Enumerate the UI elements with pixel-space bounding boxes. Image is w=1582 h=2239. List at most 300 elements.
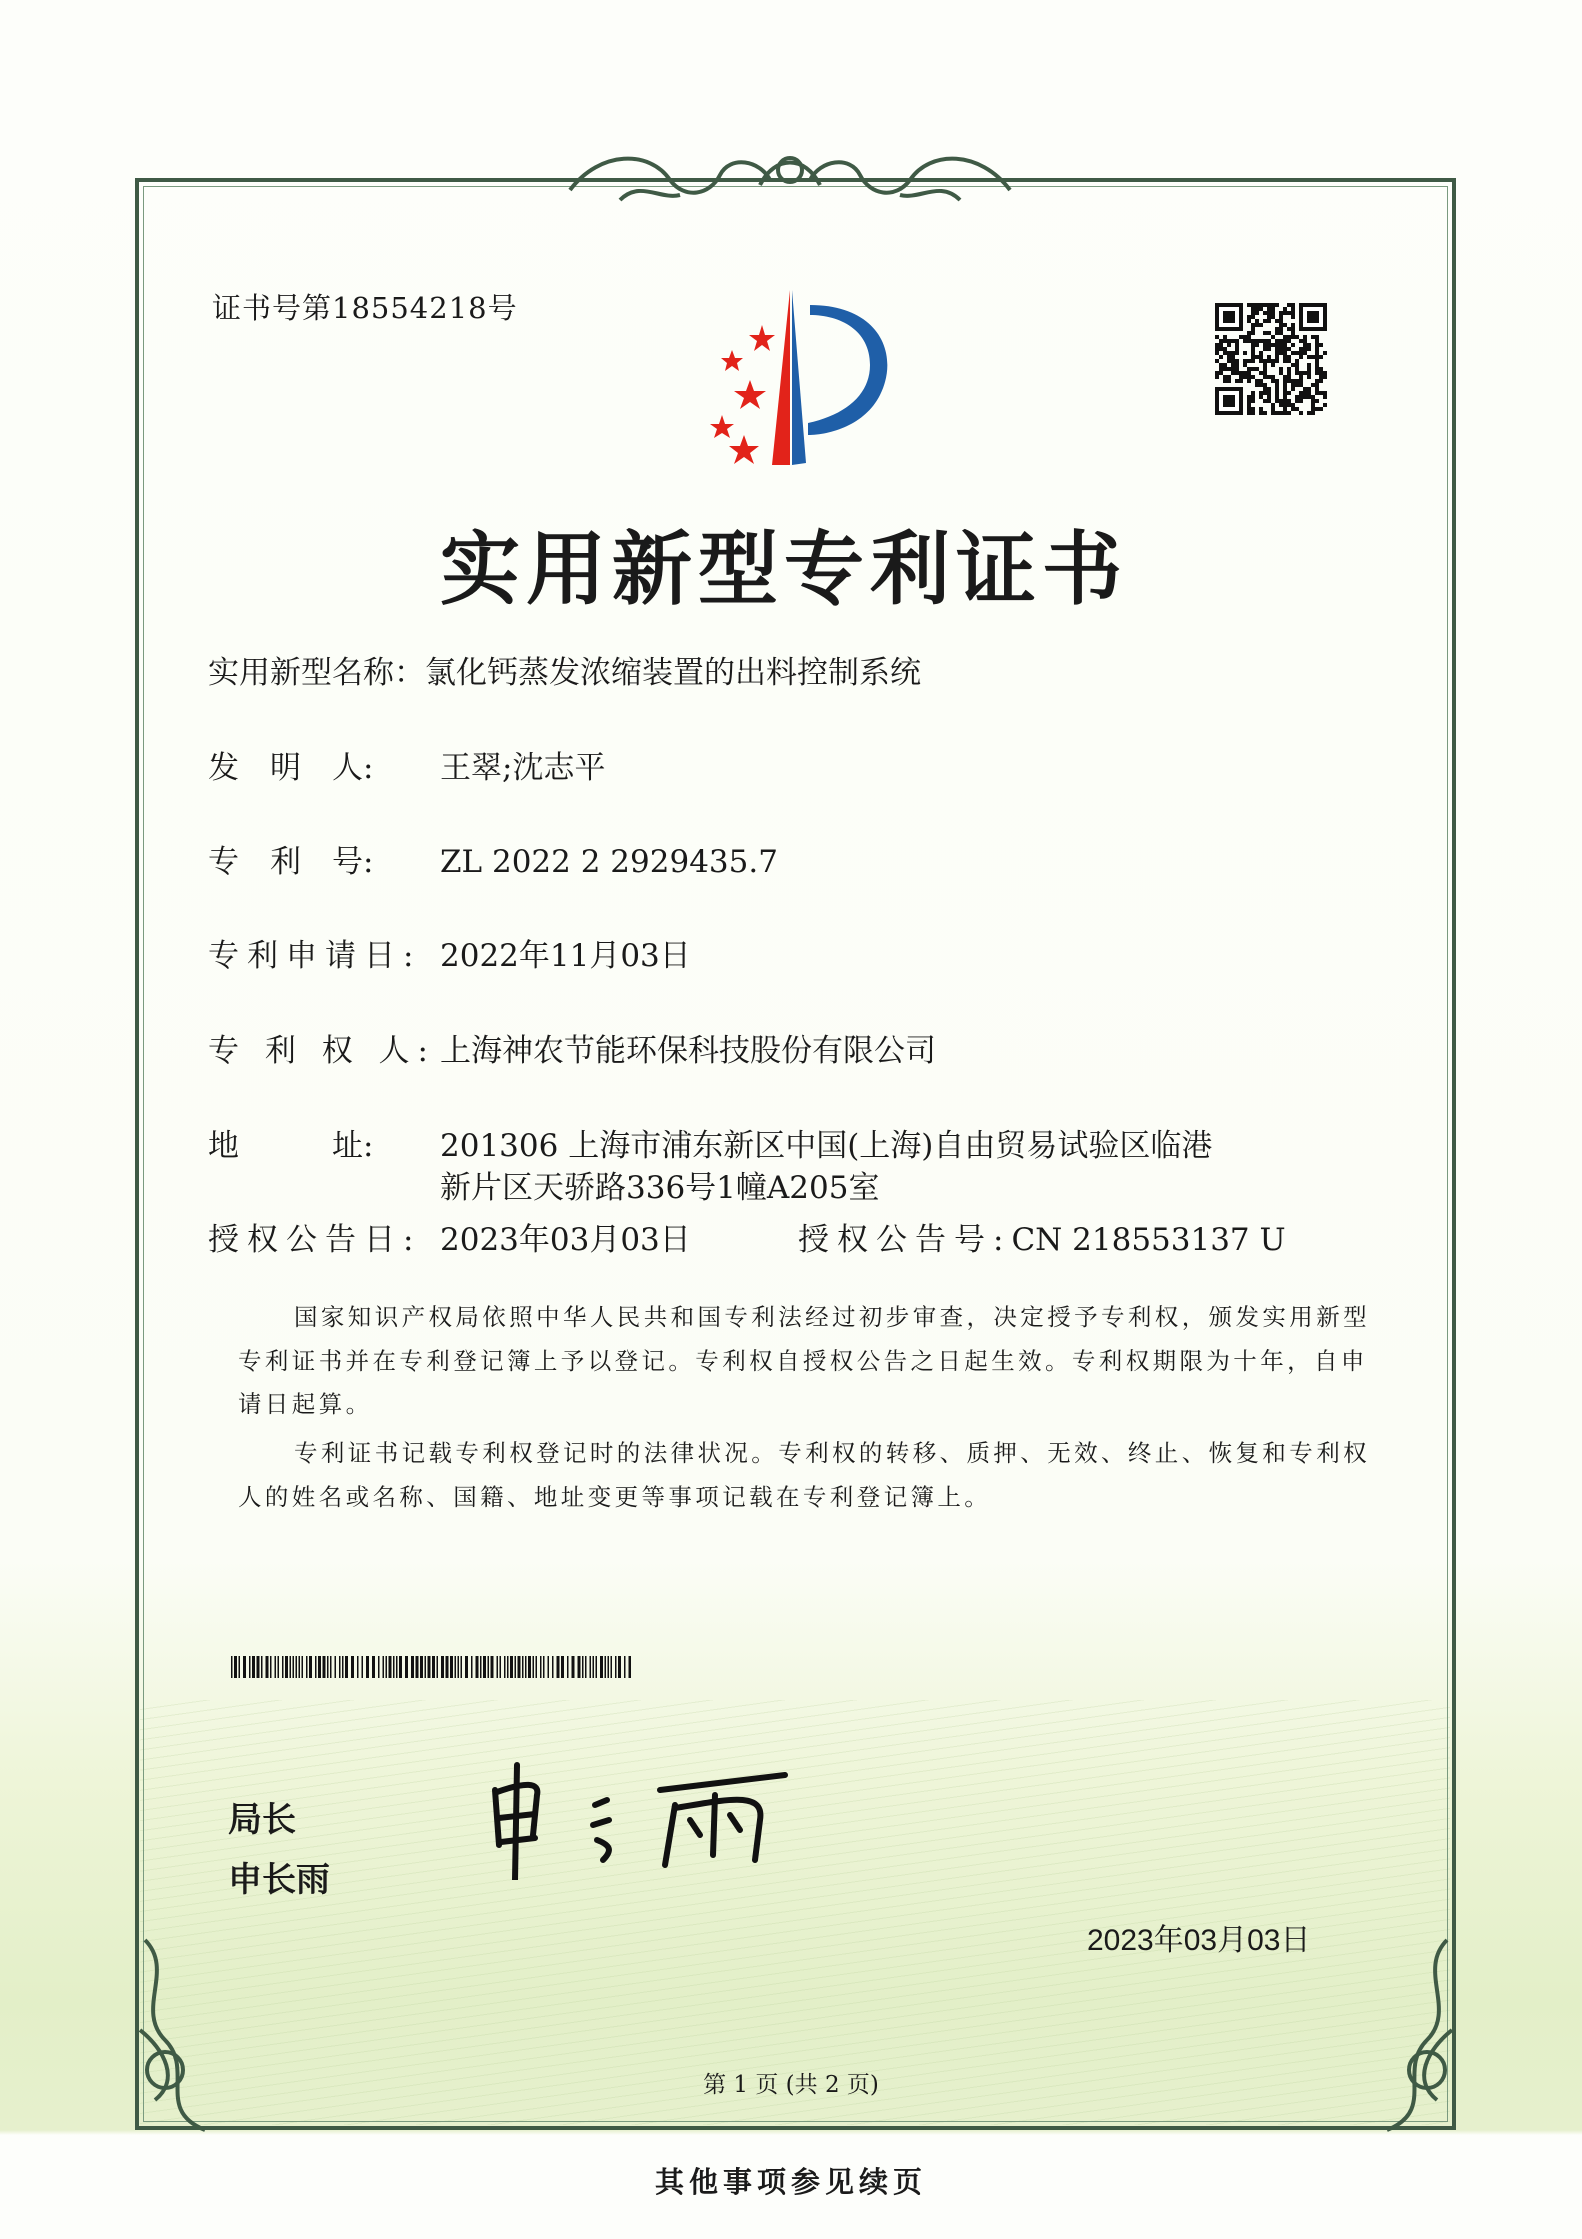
- barcode-bar: [455, 1656, 457, 1678]
- qr-module: [1243, 339, 1247, 343]
- qr-module: [1323, 371, 1327, 375]
- barcode-bar: [309, 1656, 312, 1678]
- qr-module: [1263, 371, 1267, 375]
- qr-module: [1315, 383, 1319, 387]
- qr-module: [1299, 383, 1303, 387]
- qr-module: [1287, 355, 1291, 359]
- field-label: 实用新型名称：: [208, 655, 425, 691]
- qr-module: [1271, 315, 1275, 319]
- qr-module: [1247, 367, 1251, 371]
- qr-module: [1307, 411, 1311, 415]
- barcode-bar: [543, 1656, 545, 1678]
- qr-module: [1291, 303, 1295, 307]
- barcode-bar: [383, 1656, 385, 1678]
- qr-module: [1223, 335, 1227, 339]
- qr-module: [1243, 363, 1247, 367]
- barcode-bar: [491, 1656, 494, 1678]
- qr-module: [1251, 351, 1255, 355]
- barcode-bar: [500, 1656, 502, 1678]
- qr-module: [1291, 331, 1295, 335]
- barcode-bar: [480, 1656, 482, 1678]
- qr-module: [1315, 343, 1319, 347]
- barcode-bar: [428, 1656, 431, 1678]
- field-grant-date: [208, 1214, 691, 1259]
- qr-module: [1279, 343, 1283, 347]
- qr-finder: [1223, 311, 1235, 323]
- qr-module: [1215, 351, 1219, 355]
- qr-module: [1223, 375, 1227, 379]
- qr-module: [1267, 391, 1271, 395]
- qr-module: [1315, 379, 1319, 383]
- qr-module: [1303, 395, 1307, 399]
- qr-module: [1263, 411, 1267, 415]
- qr-module: [1279, 339, 1283, 343]
- qr-module: [1299, 391, 1303, 395]
- qr-module: [1267, 399, 1271, 403]
- qr-module: [1275, 347, 1279, 351]
- barcode-bar: [234, 1656, 237, 1678]
- qr-module: [1319, 375, 1323, 379]
- qr-module: [1251, 339, 1255, 343]
- qr-module: [1287, 311, 1291, 315]
- field-value: 2023年03月03日: [440, 1222, 691, 1258]
- qr-module: [1319, 371, 1323, 375]
- barcode: [231, 1656, 631, 1678]
- qr-module: [1291, 315, 1295, 319]
- barcode-bar: [504, 1656, 506, 1678]
- qr-module: [1315, 347, 1319, 351]
- qr-module: [1307, 343, 1311, 347]
- barcode-bar: [624, 1656, 626, 1678]
- qr-module: [1291, 323, 1295, 327]
- qr-module: [1287, 359, 1291, 363]
- barcode-bar: [293, 1656, 295, 1678]
- qr-module: [1263, 387, 1267, 391]
- certificate-number: 证书号第18554218号: [212, 291, 518, 325]
- qr-module: [1247, 395, 1251, 399]
- qr-module: [1271, 363, 1275, 367]
- qr-module: [1247, 375, 1251, 379]
- page-title: 实用新型专利证书: [440, 523, 1128, 616]
- qr-module: [1271, 411, 1275, 415]
- qr-module: [1247, 331, 1251, 335]
- qr-module: [1315, 367, 1319, 371]
- barcode-bar: [593, 1656, 595, 1678]
- barcode-bar: [590, 1656, 592, 1678]
- qr-module: [1275, 395, 1279, 399]
- field-label: 授权公告号:: [798, 1222, 1012, 1258]
- qr-module: [1307, 363, 1311, 367]
- qr-module: [1323, 391, 1327, 395]
- qr-module: [1291, 327, 1295, 331]
- qr-module: [1311, 399, 1315, 403]
- barcode-bar: [339, 1656, 341, 1678]
- qr-module: [1263, 375, 1267, 379]
- qr-module: [1231, 359, 1235, 363]
- qr-module: [1295, 383, 1299, 387]
- qr-module: [1235, 343, 1239, 347]
- qr-code[interactable]: [1215, 303, 1327, 415]
- qr-module: [1275, 331, 1279, 335]
- qr-module: [1247, 379, 1251, 383]
- barcode-bar: [578, 1656, 581, 1678]
- field-patent-number: [208, 836, 778, 881]
- barcode-bar: [266, 1656, 269, 1678]
- qr-module: [1263, 339, 1267, 343]
- qr-module: [1259, 391, 1263, 395]
- qr-module: [1283, 335, 1287, 339]
- barcode-bar: [302, 1656, 304, 1678]
- qr-module: [1235, 351, 1239, 355]
- page-indicator: 第 1 页 (共 2 页): [703, 2072, 879, 2098]
- field-label: 发 明 人:: [208, 750, 374, 786]
- qr-module: [1251, 407, 1255, 411]
- qr-module: [1315, 363, 1319, 367]
- barcode-bar: [252, 1656, 255, 1678]
- qr-module: [1279, 311, 1283, 315]
- barcode-bar: [296, 1656, 298, 1678]
- qr-module: [1287, 335, 1291, 339]
- qr-module: [1303, 351, 1307, 355]
- qr-module: [1287, 399, 1291, 403]
- qr-module: [1251, 391, 1255, 395]
- qr-module: [1275, 319, 1279, 323]
- qr-module: [1319, 355, 1323, 359]
- qr-module: [1259, 351, 1263, 355]
- qr-module: [1255, 319, 1259, 323]
- barcode-bar: [515, 1656, 517, 1678]
- barcode-bar: [458, 1656, 460, 1678]
- qr-module: [1251, 315, 1255, 319]
- qr-module: [1251, 327, 1255, 331]
- qr-module: [1263, 391, 1267, 395]
- qr-module: [1271, 311, 1275, 315]
- qr-finder: [1307, 311, 1319, 323]
- qr-module: [1287, 339, 1291, 343]
- qr-module: [1279, 399, 1283, 403]
- qr-module: [1283, 407, 1287, 411]
- barcode-bar: [533, 1656, 535, 1678]
- qr-module: [1279, 319, 1283, 323]
- qr-module: [1323, 395, 1327, 399]
- qr-module: [1275, 411, 1279, 415]
- field-grant-number: [798, 1214, 1286, 1259]
- qr-module: [1235, 363, 1239, 367]
- field-utility-model-name: [208, 647, 921, 692]
- barcode-bar: [290, 1656, 292, 1678]
- field-value: 201306 上海市浦东新区中国(上海)自由贸易试验区临港: [440, 1128, 1213, 1164]
- qr-module: [1275, 339, 1279, 343]
- qr-module: [1323, 403, 1327, 407]
- barcode-bar: [507, 1656, 509, 1678]
- qr-module: [1267, 387, 1271, 391]
- corner-ornament-left-icon: [125, 1930, 215, 2140]
- qr-module: [1231, 351, 1235, 355]
- field-filing-date: [208, 930, 691, 975]
- barcode-bar: [483, 1656, 486, 1678]
- qr-module: [1259, 359, 1263, 363]
- qr-module: [1307, 387, 1311, 391]
- qr-module: [1299, 375, 1303, 379]
- barcode-bar: [416, 1656, 419, 1678]
- qr-module: [1263, 343, 1267, 347]
- qr-module: [1231, 363, 1235, 367]
- qr-module: [1299, 347, 1303, 351]
- qr-module: [1243, 371, 1247, 375]
- qr-module: [1267, 339, 1271, 343]
- qr-module: [1227, 359, 1231, 363]
- qr-module: [1287, 303, 1291, 307]
- qr-module: [1243, 375, 1247, 379]
- qr-module: [1303, 343, 1307, 347]
- barcode-bar: [275, 1656, 277, 1678]
- barcode-bar: [372, 1656, 375, 1678]
- barcode-bar: [600, 1656, 603, 1678]
- qr-module: [1251, 355, 1255, 359]
- barcode-bar: [596, 1656, 598, 1678]
- qr-module: [1251, 399, 1255, 403]
- qr-module: [1283, 323, 1287, 327]
- field-address-line2: 新片区天骄路336号1幢A205室: [440, 1170, 880, 1206]
- qr-module: [1275, 379, 1279, 383]
- barcode-bar: [239, 1656, 241, 1678]
- footer-note: 其他事项参见续页: [654, 2165, 927, 2199]
- qr-module: [1271, 403, 1275, 407]
- qr-module: [1235, 359, 1239, 363]
- barcode-bar: [393, 1656, 395, 1678]
- qr-module: [1311, 403, 1315, 407]
- qr-module: [1259, 355, 1263, 359]
- qr-module: [1315, 399, 1319, 403]
- barcode-bar: [330, 1656, 332, 1678]
- barcode-bar: [441, 1656, 444, 1678]
- barcode-bar: [510, 1656, 513, 1678]
- qr-module: [1299, 351, 1303, 355]
- qr-module: [1251, 303, 1255, 307]
- qr-module: [1287, 347, 1291, 351]
- field-label: 专 利 权 人:: [208, 1033, 437, 1069]
- barcode-bar: [567, 1656, 569, 1678]
- barcode-bar: [285, 1656, 288, 1678]
- qr-module: [1219, 371, 1223, 375]
- qr-module: [1283, 383, 1287, 387]
- qr-module: [1227, 367, 1231, 371]
- qr-module: [1255, 355, 1259, 359]
- qr-module: [1287, 375, 1291, 379]
- issue-date: 2023年03月03日: [1087, 1924, 1311, 1957]
- barcode-bar: [342, 1656, 344, 1678]
- qr-module: [1303, 387, 1307, 391]
- qr-module: [1283, 347, 1287, 351]
- qr-module: [1223, 339, 1227, 343]
- qr-module: [1291, 335, 1295, 339]
- qr-module: [1291, 307, 1295, 311]
- qr-module: [1247, 315, 1251, 319]
- qr-module: [1231, 339, 1235, 343]
- qr-module: [1235, 379, 1239, 383]
- qr-module: [1263, 331, 1267, 335]
- qr-module: [1275, 343, 1279, 347]
- barcode-bar: [608, 1656, 610, 1678]
- qr-module: [1299, 371, 1303, 375]
- qr-module: [1239, 371, 1243, 375]
- qr-module: [1227, 375, 1231, 379]
- qr-module: [1311, 355, 1315, 359]
- field-value: ZL 2022 2 2929435.7: [440, 844, 778, 880]
- qr-module: [1263, 363, 1267, 367]
- qr-module: [1279, 411, 1283, 415]
- qr-module: [1287, 367, 1291, 371]
- field-value: 上海神农节能环保科技股份有限公司: [440, 1033, 936, 1069]
- barcode-bar: [335, 1656, 337, 1678]
- qr-module: [1267, 347, 1271, 351]
- qr-module: [1247, 371, 1251, 375]
- barcode-bar: [231, 1656, 233, 1678]
- qr-module: [1251, 375, 1255, 379]
- barcode-bar: [323, 1656, 326, 1678]
- qr-module: [1271, 343, 1275, 347]
- qr-module: [1283, 343, 1287, 347]
- field-value: 2022年11月03日: [440, 938, 691, 974]
- qr-module: [1255, 343, 1259, 347]
- qr-module: [1315, 335, 1319, 339]
- barcode-bar: [249, 1656, 251, 1678]
- cnipa-logo-icon: [680, 285, 920, 470]
- barcode-bar: [450, 1656, 453, 1678]
- barcode-bar: [432, 1656, 435, 1678]
- qr-module: [1243, 351, 1247, 355]
- qr-module: [1267, 355, 1271, 359]
- qr-module: [1287, 403, 1291, 407]
- qr-module: [1267, 319, 1271, 323]
- qr-module: [1279, 315, 1283, 319]
- qr-module: [1255, 307, 1259, 311]
- qr-module: [1283, 359, 1287, 363]
- qr-module: [1235, 339, 1239, 343]
- barcode-bar: [572, 1656, 575, 1678]
- qr-module: [1239, 335, 1243, 339]
- qr-module: [1271, 303, 1275, 307]
- qr-module: [1215, 343, 1219, 347]
- qr-module: [1311, 383, 1315, 387]
- qr-module: [1267, 395, 1271, 399]
- qr-module: [1219, 343, 1223, 347]
- barcode-bar: [405, 1656, 408, 1678]
- qr-module: [1267, 311, 1271, 315]
- qr-module: [1299, 399, 1303, 403]
- qr-module: [1291, 311, 1295, 315]
- qr-module: [1287, 371, 1291, 375]
- qr-module: [1299, 411, 1303, 415]
- field-value: 氯化钙蒸发浓缩装置的出料控制系统: [425, 655, 921, 691]
- qr-module: [1251, 311, 1255, 315]
- barcode-bar: [528, 1656, 531, 1678]
- barcode-bar: [257, 1656, 260, 1678]
- qr-module: [1319, 343, 1323, 347]
- barcode-bar: [488, 1656, 490, 1678]
- qr-module: [1307, 371, 1311, 375]
- qr-module: [1263, 383, 1267, 387]
- qr-module: [1287, 379, 1291, 383]
- qr-module: [1263, 399, 1267, 403]
- qr-module: [1251, 367, 1255, 371]
- qr-module: [1251, 307, 1255, 311]
- qr-module: [1271, 359, 1275, 363]
- barcode-bar: [465, 1656, 468, 1678]
- qr-module: [1279, 351, 1283, 355]
- qr-module: [1319, 407, 1323, 411]
- qr-module: [1255, 303, 1259, 307]
- barcode-bar: [366, 1656, 369, 1678]
- qr-module: [1295, 395, 1299, 399]
- qr-module: [1251, 331, 1255, 335]
- qr-module: [1231, 371, 1235, 375]
- qr-module: [1223, 367, 1227, 371]
- qr-module: [1219, 355, 1223, 359]
- qr-module: [1267, 331, 1271, 335]
- qr-module: [1283, 403, 1287, 407]
- barcode-bar: [389, 1656, 392, 1678]
- qr-module: [1227, 339, 1231, 343]
- qr-module: [1259, 303, 1263, 307]
- qr-module: [1303, 339, 1307, 343]
- top-ornament-icon: [560, 140, 1020, 220]
- qr-finder: [1223, 395, 1235, 407]
- qr-module: [1283, 339, 1287, 343]
- qr-module: [1323, 351, 1327, 355]
- handwritten-signature: [485, 1750, 825, 1880]
- barcode-bar: [437, 1656, 439, 1678]
- qr-module: [1279, 331, 1283, 335]
- barcode-bar: [243, 1656, 246, 1678]
- qr-module: [1251, 347, 1255, 351]
- field-address: [208, 1120, 1212, 1165]
- qr-module: [1279, 367, 1283, 371]
- qr-module: [1283, 391, 1287, 395]
- qr-module: [1227, 351, 1231, 355]
- qr-module: [1259, 371, 1263, 375]
- qr-module: [1255, 383, 1259, 387]
- barcode-bar: [261, 1656, 263, 1678]
- qr-module: [1279, 347, 1283, 351]
- barcode-bar: [396, 1656, 398, 1678]
- barcode-bar: [299, 1656, 301, 1678]
- qr-module: [1223, 347, 1227, 351]
- barcode-bar: [318, 1656, 321, 1678]
- qr-module: [1267, 343, 1271, 347]
- qr-module: [1287, 391, 1291, 395]
- barcode-bar: [327, 1656, 329, 1678]
- qr-module: [1247, 303, 1251, 307]
- qr-module: [1319, 367, 1323, 371]
- qr-module: [1215, 375, 1219, 379]
- barcode-bar: [386, 1656, 388, 1678]
- qr-module: [1311, 335, 1315, 339]
- barcode-bar: [548, 1656, 550, 1678]
- barcode-bar: [618, 1656, 621, 1678]
- qr-module: [1263, 311, 1267, 315]
- qr-module: [1295, 363, 1299, 367]
- corner-ornament-right-icon: [1377, 1930, 1467, 2140]
- barcode-bar: [540, 1656, 542, 1678]
- qr-module: [1315, 351, 1319, 355]
- qr-module: [1255, 311, 1259, 315]
- qr-module: [1311, 411, 1315, 415]
- qr-module: [1279, 327, 1283, 331]
- qr-module: [1283, 307, 1287, 311]
- qr-module: [1263, 303, 1267, 307]
- qr-module: [1219, 367, 1223, 371]
